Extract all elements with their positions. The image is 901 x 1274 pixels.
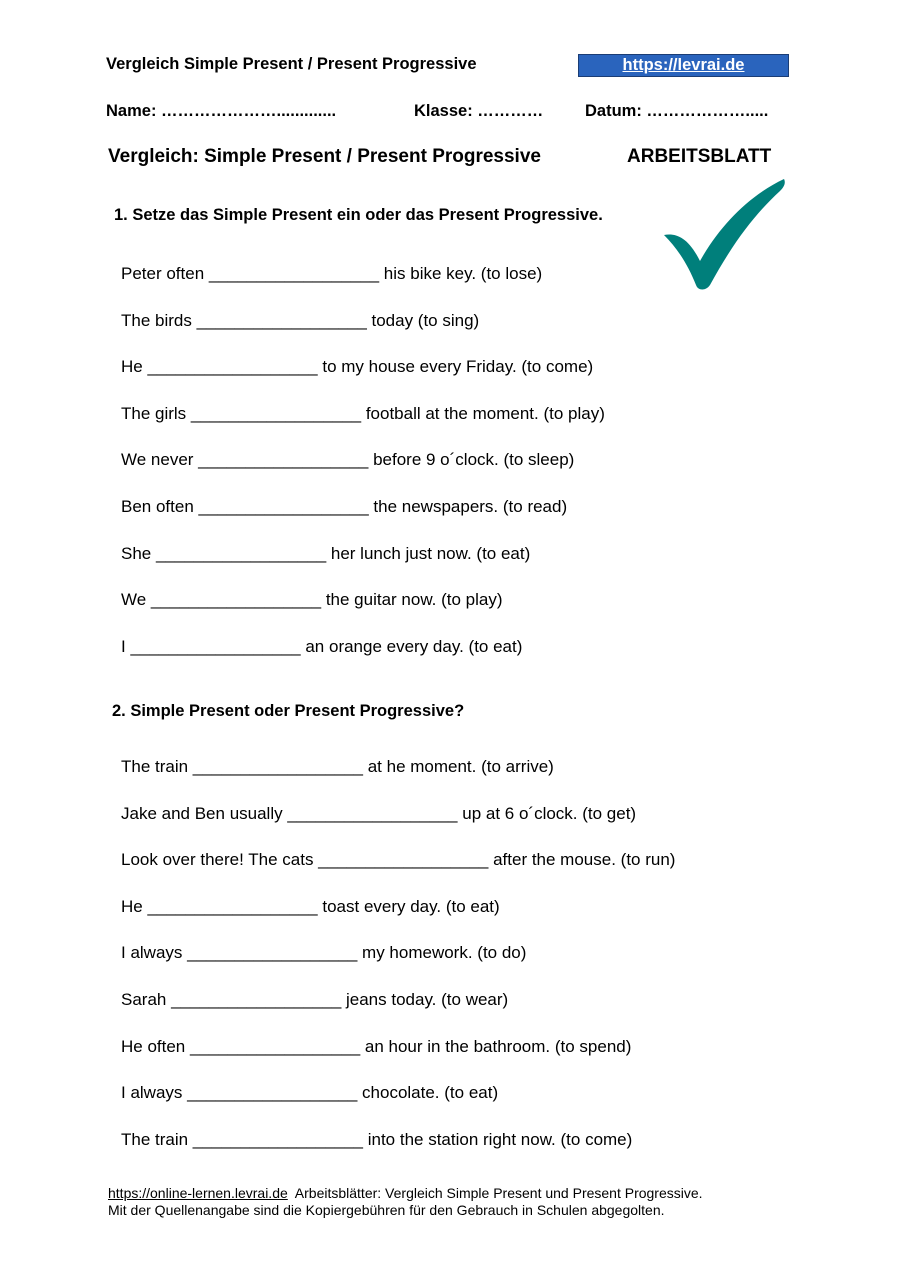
task2-exercise-line: The train __________________ at he moment. (to arrive) xyxy=(121,757,554,776)
task1-exercise-line: The girls __________________ football at the moment. (to play) xyxy=(121,403,605,423)
task1-exercise-line: We __________________ the guitar now. (to play) xyxy=(121,590,503,610)
task1-exercise-line: She __________________ her lunch just now. (to eat) xyxy=(121,543,531,563)
task1-exercise-line: We never __________________ before 9 o´clock. (to sleep) xyxy=(121,450,575,470)
task2-exercise-line: He __________________ toast every day. (to eat) xyxy=(121,896,500,916)
datum-field: Datum: ………………..... xyxy=(585,102,769,120)
task1-exercise-line: Peter often __________________ his bike key. (to lose) xyxy=(121,264,543,283)
task2-exercise-line: Jake and Ben usually __________________ up at 6 o´clock. (to get) xyxy=(121,803,637,823)
worksheet-title: Vergleich: Simple Present / Present Progressive xyxy=(108,146,541,167)
klasse-field: Klasse: ………… xyxy=(414,102,544,120)
task1-exercise-line: He __________________ to my house every Friday. (to come) xyxy=(121,357,594,377)
footer xyxy=(108,1185,703,1219)
footer-text-2: Mit der Quellenangabe sind die Kopiergebühren für den Gebrauch in Schulen abgegolten. xyxy=(108,1202,665,1218)
task2-heading: 2. Simple Present oder Present Progressive? xyxy=(112,702,465,720)
header-link[interactable]: https://levrai.de xyxy=(578,54,789,77)
footer-link[interactable]: https://online-lernen.levrai.de xyxy=(108,1185,288,1201)
task2-exercise-line: Sarah __________________ jeans today. (to wear) xyxy=(121,990,509,1009)
name-field: Name: …………………............. xyxy=(106,102,337,120)
task1-heading: 1. Setze das Simple Present ein oder das Present Progressive. xyxy=(114,206,603,224)
checkmark-icon xyxy=(660,175,790,295)
task2-exercise-line: Look over there! The cats __________________ after the mouse. (to run) xyxy=(121,850,676,870)
task2-exercise-line: He often __________________ an hour in the bathroom. (to spend) xyxy=(121,1036,632,1056)
worksheet-label: ARBEITSBLATT xyxy=(627,146,772,167)
task1-exercise-line: I __________________ an orange every day. (to eat) xyxy=(121,636,523,656)
document-header-title: Vergleich Simple Present / Present Progressive xyxy=(106,55,477,73)
task1-exercise-line: Ben often __________________ the newspapers. (to read) xyxy=(121,497,568,516)
task2-exercise-line: I always __________________ my homework. (to do) xyxy=(121,943,527,963)
task1-exercise-line: The birds __________________ today (to sing) xyxy=(121,310,480,330)
task2-exercise-line: The train __________________ into the station right now. (to come) xyxy=(121,1129,633,1149)
task2-exercise-line: I always __________________ chocolate. (to eat) xyxy=(121,1083,499,1103)
footer-text-1: Arbeitsblätter: Vergleich Simple Present und Present Progressive. xyxy=(287,1185,703,1201)
